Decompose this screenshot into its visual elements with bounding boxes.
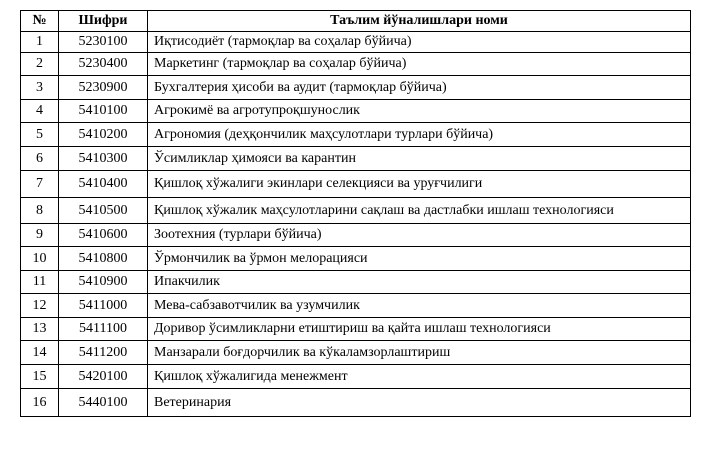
table-row	[21, 224, 691, 247]
row-number: 5	[21, 123, 59, 147]
row-program-name: Қишлоқ хўжалик маҳсулотларини сақлаш ва дастлабки ишлаш технологияси	[148, 198, 691, 224]
row-number: 13	[21, 318, 59, 341]
table-row	[21, 247, 691, 271]
table-row	[21, 294, 691, 318]
table-row	[21, 365, 691, 389]
row-code: 5410400	[59, 171, 148, 198]
row-program-name: Агрокимё ва агротупроқшунослик	[148, 100, 691, 123]
row-program-name: Қишлоқ хўжалиги экинлари селекцияси ва уруғчилиги	[148, 171, 691, 198]
row-code: 5411100	[59, 318, 148, 341]
row-program-name: Зоотехния (турлари бўйича)	[148, 224, 691, 247]
table-row	[21, 171, 691, 198]
row-code: 5230900	[59, 76, 148, 100]
table-row	[21, 76, 691, 100]
row-program-name: Бухгалтерия ҳисоби ва аудит (тармоқлар бўйича)	[148, 76, 691, 100]
row-code: 5411200	[59, 341, 148, 365]
row-program-name: Агрономия (деҳқончилик маҳсулотлари турлари бўйича)	[148, 123, 691, 147]
row-program-name: Ўрмончилик ва ўрмон мелорацияси	[148, 247, 691, 271]
row-program-name: Доривор ўсимликларни етиштириш ва қайта ишлаш технологияси	[148, 318, 691, 341]
row-code: 5411000	[59, 294, 148, 318]
table-row	[21, 32, 691, 53]
table-row	[21, 147, 691, 171]
row-program-name: Иқтисодиёт (тармоқлар ва соҳалар бўйича)	[148, 32, 691, 53]
table-row	[21, 318, 691, 341]
table-body	[21, 32, 691, 417]
table-row	[21, 53, 691, 76]
row-number: 16	[21, 389, 59, 417]
row-code: 5410300	[59, 147, 148, 171]
table-header	[21, 11, 691, 32]
row-code: 5410500	[59, 198, 148, 224]
row-program-name: Ветеринария	[148, 389, 691, 417]
table-row	[21, 341, 691, 365]
row-program-name: Қишлоқ хўжалигида менежмент	[148, 365, 691, 389]
row-code: 5410200	[59, 123, 148, 147]
table-row	[21, 198, 691, 224]
row-number: 2	[21, 53, 59, 76]
row-program-name: Манзарали боғдорчилик ва кўкаламзорлаштириш	[148, 341, 691, 365]
header-row	[21, 11, 691, 32]
row-number: 3	[21, 76, 59, 100]
row-number: 10	[21, 247, 59, 271]
row-code: 5420100	[59, 365, 148, 389]
row-program-name: Маркетинг (тармоқлар ва соҳалар бўйича)	[148, 53, 691, 76]
header-number: №	[21, 11, 59, 32]
table-row	[21, 271, 691, 294]
header-program-name: Таълим йўналишлари номи	[148, 11, 691, 32]
programs-table	[20, 10, 691, 417]
row-code: 5410900	[59, 271, 148, 294]
row-number: 1	[21, 32, 59, 53]
row-code: 5410100	[59, 100, 148, 123]
row-number: 11	[21, 271, 59, 294]
row-number: 15	[21, 365, 59, 389]
row-code: 5440100	[59, 389, 148, 417]
row-program-name: Ўсимликлар ҳимояси ва карантин	[148, 147, 691, 171]
row-code: 5410800	[59, 247, 148, 271]
row-code: 5230400	[59, 53, 148, 76]
table-row	[21, 100, 691, 123]
row-code: 5410600	[59, 224, 148, 247]
row-number: 6	[21, 147, 59, 171]
row-program-name: Ипакчилик	[148, 271, 691, 294]
row-number: 14	[21, 341, 59, 365]
table-row	[21, 123, 691, 147]
row-number: 7	[21, 171, 59, 198]
table-row	[21, 389, 691, 417]
row-code: 5230100	[59, 32, 148, 53]
row-program-name: Мева-сабзавотчилик ва узумчилик	[148, 294, 691, 318]
row-number: 8	[21, 198, 59, 224]
row-number: 9	[21, 224, 59, 247]
row-number: 4	[21, 100, 59, 123]
row-number: 12	[21, 294, 59, 318]
header-code: Шифри	[59, 11, 148, 32]
